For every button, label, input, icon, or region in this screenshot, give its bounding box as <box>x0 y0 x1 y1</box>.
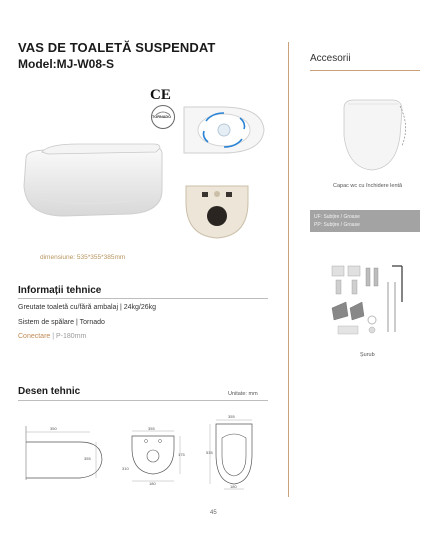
spec-label: Sistem de spălare <box>18 319 75 326</box>
spec-row-flush <box>18 319 105 326</box>
dim-label: 355 <box>148 426 155 431</box>
band-line: UF: Subțire / Groase <box>314 214 360 220</box>
dim-label: 180 <box>149 481 156 486</box>
dim-label: 355 <box>228 414 235 419</box>
spec-value: 24kg/26kg <box>123 304 157 311</box>
spec-value: P-180mm <box>56 333 87 340</box>
dimensions-label: dimensiune: 535*355*385mm <box>40 254 126 261</box>
spec-row-connection <box>18 333 86 340</box>
band-line: PP: Subțire / Groase <box>314 222 360 228</box>
spec-value: Tornado <box>79 319 105 326</box>
ce-mark-icon <box>150 86 172 102</box>
spec-separator: | <box>75 319 80 326</box>
dim-label: 180 <box>230 484 237 489</box>
drawing-divider <box>18 400 268 401</box>
model-number: Model:MJ-W08-S <box>18 57 114 71</box>
ce-mark-text: CE <box>150 87 171 103</box>
dim-label: 535 <box>206 450 213 455</box>
accessories-divider <box>310 70 420 71</box>
spec-separator: | <box>119 304 124 311</box>
drawing-rear-view <box>122 426 188 488</box>
toilet-side-image <box>18 138 166 218</box>
technical-info-divider <box>18 298 268 299</box>
seat-caption: Capac wc cu închidere lentă <box>333 183 403 189</box>
screw-caption: Șurub <box>360 352 375 358</box>
seat-options-band <box>310 210 420 232</box>
dim-label: 355 <box>84 456 91 461</box>
spec-label: Conectare <box>18 333 51 340</box>
accessories-title: Accesorii <box>310 53 351 64</box>
column-divider <box>288 42 289 497</box>
dim-label: 310 <box>122 466 129 471</box>
screws-image <box>328 262 414 344</box>
drawing-top-view <box>206 414 262 492</box>
toilet-rear-view-image <box>182 182 252 242</box>
spec-separator: | <box>52 333 57 340</box>
page-title: VAS DE TOALETĂ SUSPENDAT <box>18 40 216 55</box>
tornado-badge-icon <box>150 104 176 130</box>
toilet-top-view-image <box>182 103 268 157</box>
toilet-seat-image <box>334 96 410 174</box>
dim-label: 350 <box>50 426 57 431</box>
drawing-title: Desen tehnic <box>18 386 81 397</box>
page-number: 45 <box>210 510 217 516</box>
drawing-side-view <box>20 418 108 488</box>
tornado-badge-text: TORNADO <box>152 115 172 119</box>
dim-label: 175 <box>178 452 185 457</box>
spec-row-weight <box>18 304 156 311</box>
technical-info-title: Informații tehnice <box>18 285 102 296</box>
spec-label: Greutate toaletă cu/fără ambalaj <box>18 304 119 311</box>
units-label: Unitate: mm <box>228 391 258 397</box>
